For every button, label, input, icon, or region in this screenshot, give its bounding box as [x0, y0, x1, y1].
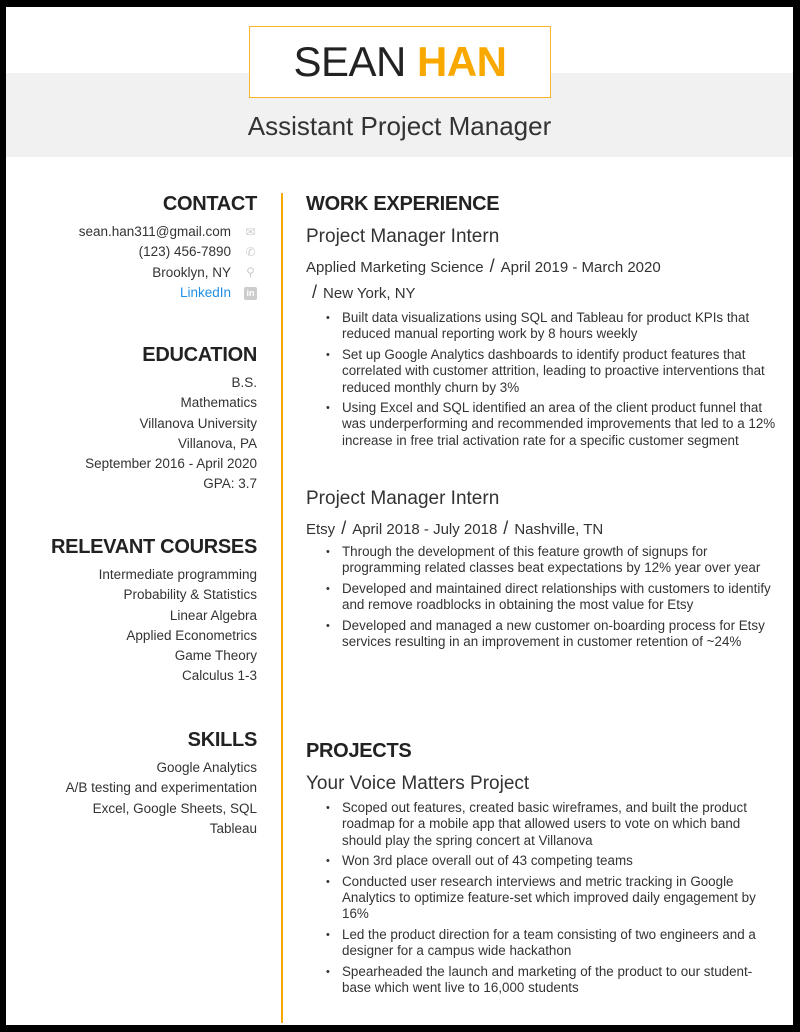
bullet-item: • Conducted user research interviews and metric tracking in Google Analytics to optimize feature-set which improved daily engagement by 16%: [326, 874, 776, 923]
linkedin-icon: in: [244, 287, 257, 300]
courses-heading: RELEVANT COURSES: [51, 536, 257, 558]
job-title: Project Manager Intern: [306, 226, 500, 247]
skills-heading: SKILLS: [187, 729, 257, 751]
email-text: sean.han311@gmail.com: [78, 224, 231, 239]
contact-location: [17, 263, 257, 283]
work-heading: WORK EXPERIENCE: [306, 193, 500, 215]
education-major: Mathematics: [180, 395, 257, 411]
job-meta: Etsy / April 2018 - July 2018 / Nashville, TN: [306, 518, 604, 538]
education-degree: B.S.: [231, 375, 257, 390]
projects-section: [306, 739, 776, 1000]
skill-item: Excel, Google Sheets, SQL: [92, 800, 257, 816]
bullet-item: • Set up Google Analytics dashboards to identify product features that correlated with customer attrition, leading to proactive interventions that reduced monthly churn by 3%: [326, 347, 776, 396]
job-entry: [306, 487, 776, 654]
last-name: HAN: [417, 38, 507, 85]
map-pin-icon: ⚲: [246, 265, 255, 280]
projects-heading: PROJECTS: [306, 740, 412, 762]
education-school: Villanova University: [139, 415, 257, 431]
skills-section: [17, 728, 257, 839]
skill-item: A/B testing and experimentation: [65, 780, 257, 796]
job-bullets: [326, 544, 776, 650]
bullet-item: • Through the development of this feature growth of signups for programming related classes beat expectations by 12% year over year: [326, 544, 776, 577]
course-item: Probability & Statistics: [123, 587, 257, 603]
name-box: [249, 26, 551, 98]
course-item: Linear Algebra: [169, 607, 257, 623]
project-title: Your Voice Matters Project: [306, 773, 530, 794]
education-gpa: GPA: 3.7: [203, 476, 257, 492]
education-heading: EDUCATION: [142, 344, 257, 366]
linkedin-link[interactable]: LinkedIn: [179, 284, 231, 300]
first-name: SEAN: [293, 38, 406, 85]
job-dates: April 2018 - July 2018: [352, 521, 498, 538]
job-company: Etsy: [306, 521, 336, 538]
bullet-item: • Spearheaded the launch and marketing of the product to our student-base which went live to 16,000 students: [326, 964, 776, 997]
contact-phone: [17, 242, 257, 262]
column-divider: [281, 193, 283, 1023]
job-dates: April 2019 - March 2020: [500, 259, 661, 276]
bullet-item: • Built data visualizations using SQL and Tableau for product KPIs that reduced manual reporting work by 8 hours weekly: [326, 310, 776, 343]
bullet-item: • Won 3rd place overall out of 43 competing teams: [326, 853, 776, 869]
project-bullets: [326, 800, 776, 996]
bullet-item: • Using Excel and SQL identified an area of the client product funnel that was underperforming and recommended improvements that led to a 12% increase in free trial activation rate for a specific customer segment: [326, 400, 776, 449]
skill-item: Tableau: [209, 820, 257, 836]
course-item: Intermediate programming: [98, 567, 257, 582]
job-title: Project Manager Intern: [306, 488, 500, 509]
job-title-heading: Assistant Project Manager: [247, 111, 552, 141]
education-dates: September 2016 - April 2020: [85, 456, 257, 472]
job-company: Applied Marketing Science: [306, 259, 484, 276]
course-item: Applied Econometrics: [126, 627, 257, 643]
contact-heading: CONTACT: [162, 193, 257, 215]
work-section: [306, 192, 776, 453]
job-location: Nashville, TN: [514, 521, 604, 538]
contact-email: [17, 222, 257, 242]
resume-page: [6, 7, 793, 1025]
course-item: Calculus 1-3: [181, 668, 257, 684]
phone-icon: ✆: [245, 244, 256, 259]
job-location: New York, NY: [323, 285, 416, 302]
location-text: Brooklyn, NY: [152, 264, 231, 280]
education-location: Villanova, PA: [177, 435, 257, 451]
skill-item: Google Analytics: [156, 760, 257, 775]
phone-text: (123) 456-7890: [138, 244, 231, 260]
course-item: Game Theory: [174, 648, 257, 664]
bullet-item: • Led the product direction for a team consisting of two engineers and a designer for a campus wide hackathon: [326, 927, 776, 960]
job-meta: Applied Marketing Science / April 2019 - March 2020 / New York, NY: [306, 256, 661, 302]
contact-section: [17, 192, 257, 303]
bullet-item: • Scoped out features, created basic wireframes, and built the product roadmap for a mobile app that allowed users to vote on which band should play the spring concert at Villanova: [326, 800, 776, 849]
contact-linkedin: [17, 283, 257, 303]
job-bullets: [326, 310, 776, 449]
bullet-item: • Developed and managed a new customer on-boarding process for Etsy services resulting in an improvement in customer retention of ~24%: [326, 618, 776, 651]
envelope-icon: ✉: [245, 224, 256, 239]
courses-section: [17, 535, 257, 687]
bullet-item: • Developed and maintained direct relationships with customers to identify and remove roadblocks in obtaining the most value for Etsy: [326, 581, 776, 614]
education-section: [17, 343, 257, 495]
